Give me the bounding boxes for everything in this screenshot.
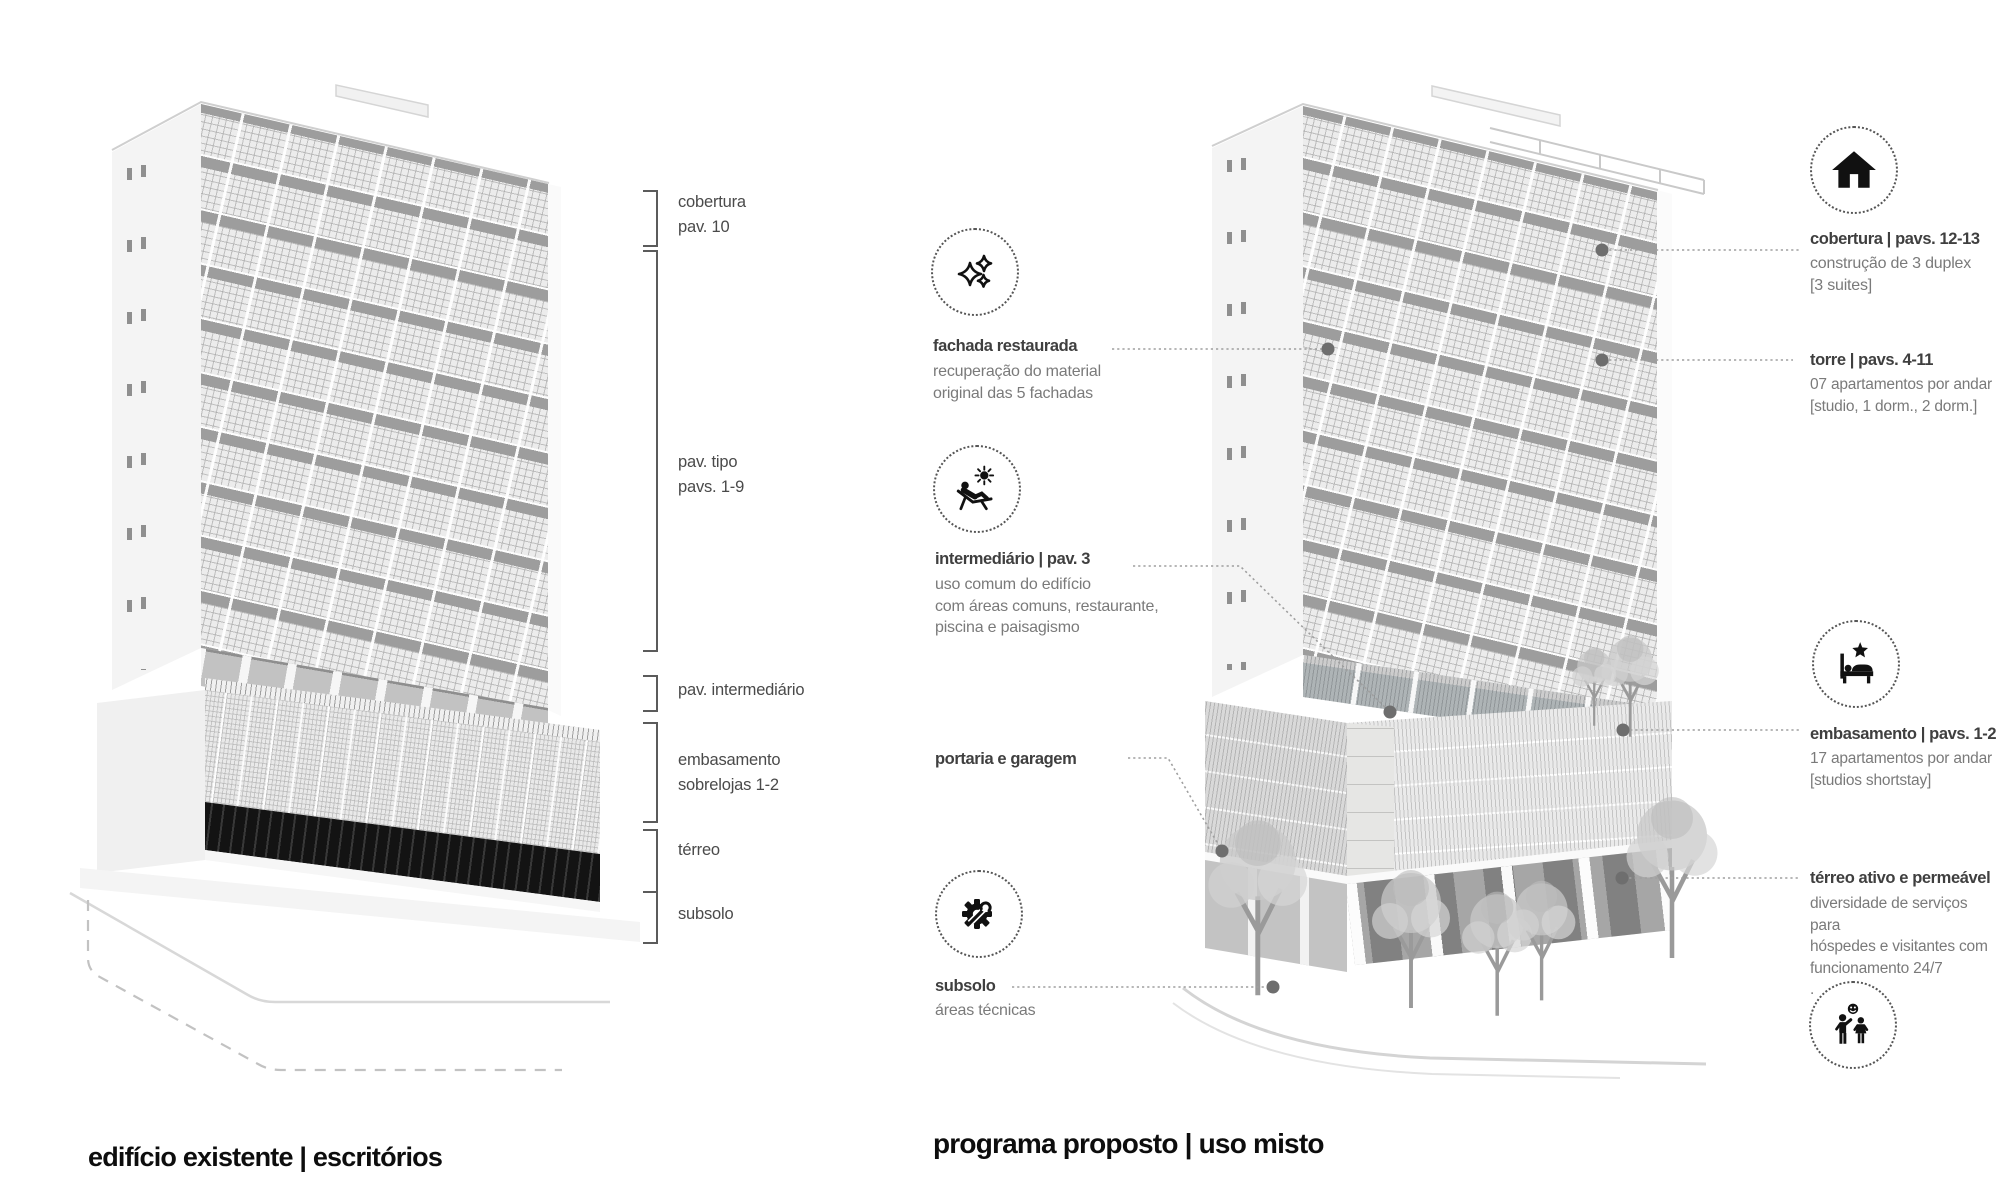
annotation-cobertura-right (1810, 229, 2000, 296)
annotation-terreo-ativo (1810, 868, 2000, 1001)
left-diagram-title: edifício existente | escritórios (88, 1142, 443, 1172)
sparkles-icon-circle (931, 228, 1019, 316)
floor-label-line: sobrelojas 1-2 (678, 776, 779, 794)
annotation-line: piscina e paisagismo (935, 619, 1080, 636)
floor-label-cobertura (678, 190, 746, 240)
floor-label-intermediario (678, 678, 804, 703)
annotation-line: com áreas comuns, restaurante, (935, 597, 1159, 615)
floor-label-line: térreo (678, 841, 720, 859)
floor-label-line: cobertura (678, 193, 746, 211)
annotation-line: 17 apartamentos por andar (1810, 750, 1992, 767)
annotation-line: funcionamento 24/7 (1810, 959, 1943, 977)
annotation-portaria (935, 749, 1175, 769)
floor-label-embasamento (678, 748, 780, 798)
annotation-fachada (933, 336, 1193, 404)
people-smiley-icon-circle (1809, 981, 1897, 1069)
annotation-line: uso comum do edifício (935, 576, 1091, 593)
annotation-title: embasamento | pavs. 1-2 (1810, 725, 1997, 743)
annotation-line: [3 suites] (1810, 276, 1873, 294)
floor-bracket-pav-tipo (643, 250, 658, 652)
annotation-line: recuperação do material (933, 363, 1101, 380)
right-sidewalk-edge (1183, 988, 1706, 1064)
annotation-title: fachada restaurada (933, 337, 1078, 355)
left-roof-box (336, 85, 428, 117)
gear-wrench-icon (955, 890, 1003, 938)
right-side-windows (1227, 160, 1232, 670)
floor-label-line: embasamento (678, 751, 781, 769)
gear-wrench-icon-circle (935, 870, 1023, 958)
people-smiley-icon (1828, 1000, 1878, 1050)
right-curb-edge (1173, 1003, 1620, 1078)
floor-bracket-subsolo (643, 891, 658, 944)
right-diagram-title: programa proposto | uso misto (933, 1128, 1324, 1159)
annotation-embasamento-right (1810, 724, 2000, 791)
right-roof-box (1432, 86, 1560, 126)
annotation-torre (1810, 350, 2000, 417)
floor-label-line: pavs. 1-9 (678, 478, 745, 496)
floor-label-line: pav. 10 (678, 218, 730, 236)
annotation-line: hóspedes e visitantes com (1810, 938, 1988, 955)
annotation-line: . (1810, 981, 1815, 998)
annotation-title: térreo ativo e permeável (1810, 869, 1991, 887)
bed-star-icon-circle (1812, 620, 1900, 708)
floor-label-line: pav. intermediário (678, 681, 805, 699)
right-side-windows (1241, 158, 1246, 670)
annotation-line: diversidade de serviços para (1810, 895, 1968, 934)
sparkles-icon (951, 248, 999, 296)
bed-star-icon (1831, 639, 1881, 689)
annotation-intermediario (935, 549, 1215, 639)
floor-label-terreo (678, 838, 720, 863)
annotation-line: construção de 3 duplex (1810, 255, 1972, 272)
house-icon-circle (1810, 126, 1898, 214)
annotation-title: subsolo (935, 977, 996, 995)
annotation-title: intermediário | pav. 3 (935, 550, 1091, 568)
sun-lounger-icon (952, 464, 1002, 514)
floor-label-pav-tipo (678, 450, 744, 500)
annotation-subsolo (935, 976, 1155, 1022)
floor-bracket-embasamento (643, 722, 658, 823)
annotation-line: original das 5 fachadas (933, 384, 1093, 402)
floor-bracket-intermediario (643, 675, 658, 712)
floor-bracket-terreo (643, 829, 658, 893)
annotation-line: 07 apartamentos por andar (1810, 376, 1992, 393)
floor-label-line: pav. tipo (678, 453, 738, 471)
annotation-title: torre | pavs. 4-11 (1810, 351, 1934, 369)
floor-bracket-cobertura (643, 190, 658, 247)
left-side-windows (141, 165, 146, 670)
annotation-line: [studios shortstay] (1810, 771, 1932, 789)
annotation-line: [studio, 1 dorm., 2 dorm.] (1810, 397, 1978, 415)
sun-lounger-icon-circle (933, 445, 1021, 533)
floor-label-line: subsolo (678, 905, 734, 923)
left-side-windows (127, 168, 132, 668)
floor-label-subsolo (678, 902, 733, 927)
annotation-line: áreas técnicas (935, 1002, 1036, 1019)
annotation-title: portaria e garagem (935, 750, 1077, 768)
annotation-title: cobertura | pavs. 12-13 (1810, 230, 1980, 248)
house-icon (1829, 145, 1879, 195)
